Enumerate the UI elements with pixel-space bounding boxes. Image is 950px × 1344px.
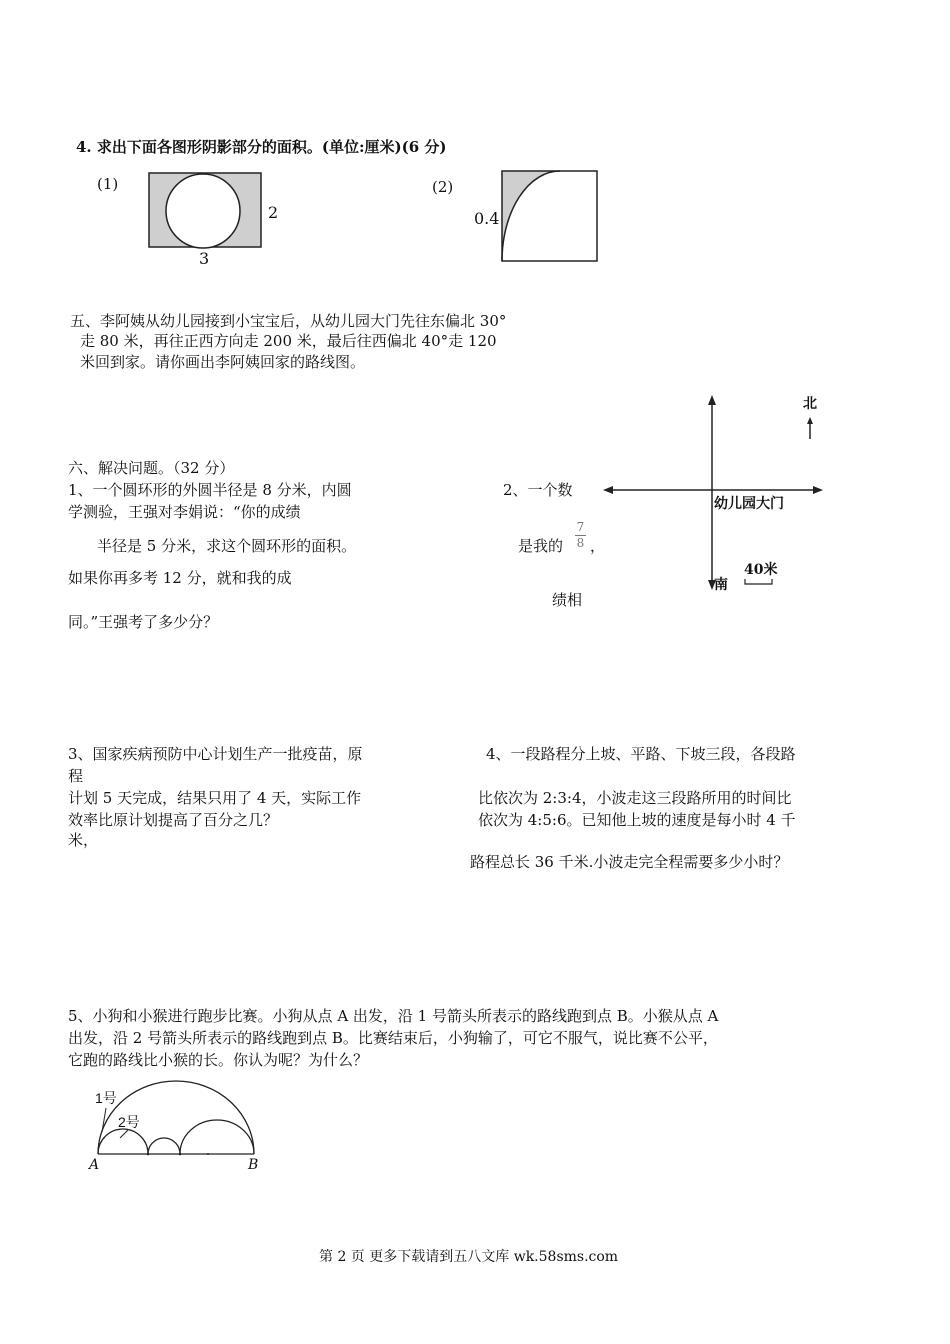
p5-line1: 5、小狗和小猴进行跑步比赛。小狗从点 A 出发，沿 1 号箭头所表示的路线跑到点 B。小猴从点 A bbox=[68, 1007, 719, 1025]
q5-line2: 走 80 米，再往正西方向走 200 米，最后往西偏北 40°走 120 bbox=[80, 332, 497, 350]
gate-label: 幼儿园大门 bbox=[714, 496, 784, 512]
point-b-label: B bbox=[248, 1157, 259, 1173]
north-label: 北 bbox=[803, 396, 817, 412]
point-a-label: A bbox=[89, 1157, 100, 1173]
q5-line3: 米回到家。请你画出李阿姨回家的路线图。 bbox=[80, 353, 366, 371]
q4-title: 4. 求出下面各图形阴影部分的面积。(单位:厘米)(6 分) bbox=[76, 138, 447, 156]
fraction-seven-eighths bbox=[575, 521, 586, 550]
fig1-bottom-label: 3 bbox=[199, 249, 210, 268]
p1-line3: 半径是 5 分米，求这个圆环形的面积。 bbox=[97, 537, 357, 555]
q5-line1: 五、李阿姨从幼儿园接到小宝宝后，从幼儿园大门先往东偏北 30° bbox=[70, 312, 507, 330]
p3-line3: 效率比原计划提高了百分之几？ bbox=[68, 811, 279, 829]
p4-line2: 比依次为 2:3:4，小波走这三段路所用的时间比 bbox=[478, 789, 792, 807]
p3-line1: 3、国家疾病预防中心计划生产一批疫苗，原 bbox=[68, 745, 363, 763]
route1-label: 1号 bbox=[95, 1090, 117, 1106]
p4-line1: 4、一段路程分上坡、平路、下坡三段，各段路 bbox=[486, 745, 796, 763]
route2-arc-1 bbox=[98, 1129, 148, 1154]
fig1-square-with-circle bbox=[148, 172, 263, 250]
fig1-side-label: 2 bbox=[268, 203, 279, 222]
p4-line3: 依次为 4:5:6。已知他上坡的速度是每小时 4 千 bbox=[478, 811, 796, 829]
fraction-denominator: 8 bbox=[576, 536, 585, 550]
p2-line3: 绩相 bbox=[552, 591, 583, 609]
p1-line1: 1、一个圆环形的外圆半径是 8 分米，内圆 bbox=[68, 481, 352, 499]
fig2-square-with-arc bbox=[501, 170, 599, 263]
south-label: 南 bbox=[714, 577, 728, 593]
fraction-numerator: 7 bbox=[576, 520, 585, 534]
route2-arc-2 bbox=[148, 1138, 180, 1154]
p3-line4: 米， bbox=[68, 831, 99, 849]
q6-title: 六、解决问题。（32 分） bbox=[68, 459, 235, 477]
p5-line3: 它跑的路线比小猴的长。你认为呢？为什么？ bbox=[68, 1051, 369, 1069]
route2-label: 2号 bbox=[118, 1114, 140, 1130]
fig1-label: (1) bbox=[97, 175, 119, 193]
fig2-label: (2) bbox=[432, 178, 454, 196]
p1-line2: 学测验，王强对李娟说：“你的成绩 bbox=[68, 503, 301, 521]
scale-label: 40米 bbox=[744, 562, 778, 578]
p3-line2: 计划 5 天完成，结果只用了 4 天，实际工作 bbox=[68, 789, 362, 807]
p2-line2: 是我的 bbox=[518, 537, 564, 555]
p3-line1b: 程 bbox=[68, 767, 84, 785]
p1-line4: 如果你再多考 12 分，就和我的成 bbox=[68, 569, 292, 587]
p4-line4: 路程总长 36 千米.小波走完全程需要多少小时？ bbox=[470, 853, 789, 871]
p2-line2-end: ， bbox=[590, 537, 606, 555]
fig2-side-label: 0.4 bbox=[474, 209, 500, 228]
p2-line1: 2、一个数 bbox=[503, 481, 573, 499]
route2-arc-3 bbox=[180, 1120, 254, 1154]
p5-line2: 出发，沿 2 号箭头所表示的路线跑到点 B。比赛结束后，小狗输了，可它不服气，说比赛不公平， bbox=[68, 1029, 718, 1047]
page-footer: 第 2 页 更多下载请到五八文库 wk.58sms.com bbox=[319, 1249, 619, 1265]
p1-line5: 同。”王强考了多少分？ bbox=[68, 613, 219, 631]
